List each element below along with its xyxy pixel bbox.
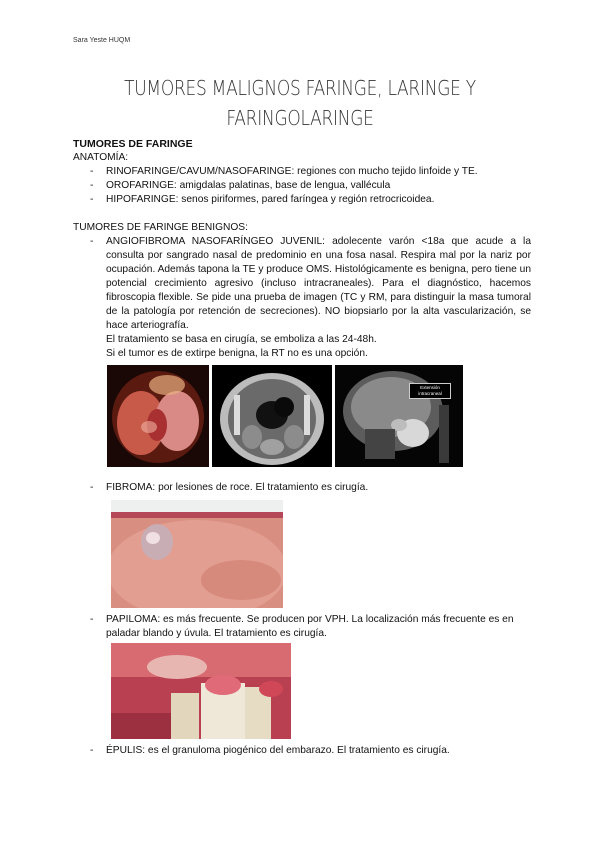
title-line-1: TUMORES MALIGNOS FARINGE, LARINGE Y: [124, 76, 476, 100]
benign-list: [73, 235, 531, 361]
papiloma-image: [111, 643, 291, 739]
angiofibroma-treatment: El tratamiento se basa en cirugía, se emboliza a las 24-48h.: [106, 334, 377, 345]
angiofibroma-text: ANGIOFIBROMA NASOFARÍNGEO JUVENIL: adolecente varón <18a que acude a la consulta por sangrado nasal de predominio en una fosa nasal. Respira mal por la nariz por ocupación. Además tapona la TE y produce OMS. Histológicamente es benigna, pero tiene un potencial crecimiento agresivo (incluso intracraneales). Para el diagnóstico, hacemos fibroscopia flexible. Se pide una prueba de imagen (TC y RM, para distinguir la masa tumoral de la patología por retención de secreciones). NO biopsiarlo por la alta vascularización, se hace arteriografía.: [106, 236, 531, 331]
anatomy-list: [73, 165, 531, 207]
list-item: - HIPOFARINGE: senos piriformes, pared faríngea y región retrocricoidea.: [73, 193, 531, 207]
mri-label: Extensión intracraneal: [409, 383, 451, 399]
list-item: - RINOFARINGE/CAVUM/NASOFARINGE: regiones con mucho tejido linfoide y TE.: [73, 165, 531, 179]
document-body: [73, 137, 531, 758]
list-item-angiofibroma: [73, 235, 531, 361]
author-header: Sara Yeste HUQM: [73, 37, 131, 44]
list-item-epulis: - ÉPULIS: es el granuloma piogénico del embarazo. El tratamiento es cirugía.: [73, 744, 531, 758]
mri-image: [335, 365, 463, 467]
ct-scan-image: [212, 365, 332, 467]
benign-heading: TUMORES DE FARINGE BENIGNOS:: [73, 222, 248, 233]
endoscopy-image: [107, 365, 209, 467]
angiofibroma-rt-note: Si el tumor es de extirpe benigna, la RT no es una opción.: [106, 348, 368, 359]
section-heading-faringe: TUMORES DE FARINGE: [73, 138, 193, 150]
list-item: - OROFARINGE: amigdalas palatinas, base de lengua, vallécula: [73, 179, 531, 193]
list-item-papiloma: - PAPILOMA: es más frecuente. Se producen por VPH. La localización más frecuente es en paladar blando y úvula. El tratamiento es cirugía.: [73, 613, 531, 641]
fibroma-image: [111, 500, 283, 608]
page-title: [113, 73, 487, 133]
angiofibroma-image-row: [107, 365, 531, 467]
title-line-2: FARINGOLARINGE: [226, 106, 374, 130]
list-item-fibroma: - FIBROMA: por lesiones de roce. El tratamiento es cirugía.: [73, 481, 531, 495]
anatomy-subheading: ANATOMÍA:: [73, 152, 129, 163]
